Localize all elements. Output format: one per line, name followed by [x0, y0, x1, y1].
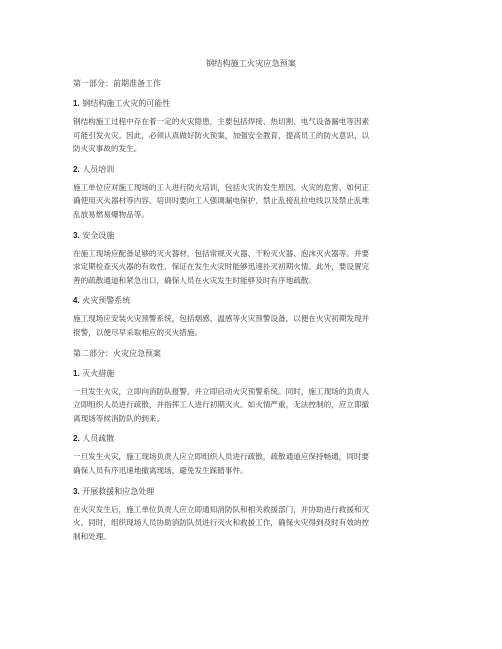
section-number: 2.	[73, 434, 80, 444]
section-number: 1.	[73, 99, 80, 108]
paragraph-line: 立即组织人员进行疏散，并指挥工人进行初期灭火。如火情严重，无法控制的，应立即撤	[73, 400, 370, 410]
section-title: 开展救援和应急处理	[82, 486, 155, 496]
paragraph-line: 施工单位应对施工现场的工人进行防火培训，包括火灾的发生原因、火灾的危害、如何正	[73, 182, 370, 192]
paragraph-line: 一旦发生火灾，立即向消防队报警，并立即启动火灾预警系统。同时，施工现场的负责人	[73, 386, 370, 396]
section-heading	[73, 164, 430, 175]
paragraph-line: 离现场等候消防队的到来。	[73, 413, 165, 423]
part-1-heading: 第一部分：前期准备工作	[73, 79, 161, 88]
paragraph-line: 在施工现场应配备足够的灭火器材，包括常规灭火器、干粉灭火器、泡沫灭火器等。并要	[73, 248, 370, 258]
paragraph-line: 善的疏散通道和紧急出口，确保人员在火灾发生时能够及时有序地疏散。	[73, 275, 316, 285]
part-1-section-4	[73, 295, 430, 339]
section-heading	[73, 295, 430, 306]
section-heading	[73, 486, 430, 497]
section-paragraph	[73, 247, 430, 288]
document-body	[73, 78, 430, 551]
section-heading	[73, 433, 430, 444]
part-1-section-1	[73, 98, 430, 156]
section-paragraph	[73, 181, 430, 222]
part-2-section-2	[73, 433, 430, 477]
section-number: 3.	[73, 486, 80, 496]
paragraph-line: 求定期检查灭火器的有效性，保证在发生火灾时能够迅速扑灭初期火情。此外，要设置完	[73, 262, 370, 272]
section-title: 人员培训	[82, 164, 115, 174]
paragraph-line: 确使用灭火器材等内容。培训时要向工人强调漏电保护、禁止乱接乱拉电线以及禁止乱堆	[73, 196, 370, 206]
paragraph-line: 报警，以便尽早采取相应的灭火措施。	[73, 327, 203, 337]
part-1	[73, 78, 430, 340]
section-title: 钢结构施工火灾的可能性	[82, 99, 171, 108]
paragraph-line: 一旦发生火灾，施工现场负责人应立即组织人员进行疏散，疏散通道应保持畅通，同时要	[73, 452, 370, 462]
paragraph-line: 可能引发火灾。因此，必须认真做好防火预案，加强安全教育，提高员工的防火意识，以	[73, 130, 370, 140]
part-2	[73, 348, 430, 544]
section-paragraph	[73, 503, 430, 544]
paragraph-line: 防火灾事故的发生。	[73, 144, 142, 154]
section-title: 灭火措施	[82, 368, 115, 378]
part-2-heading: 第二部分：火灾应急预案	[73, 348, 161, 358]
paragraph-line: 施工现场应安装火灾预警系统，包括烟感、温感等火灾预警设备，以便在火灾初期发现并	[73, 314, 370, 324]
paragraph-line: 钢结构施工过程中存在着一定的火灾隐患，主要包括焊接、热切割、电气设备漏电等因素	[73, 117, 370, 126]
paragraph-line: 火。同时，组织现场人员协助消防队员进行灭火和救援工作，确保火灾得到及时有效的控	[73, 518, 370, 528]
section-title: 火灾预警系统	[82, 296, 131, 306]
section-paragraph	[73, 312, 430, 339]
section-title: 人员疏散	[82, 434, 115, 444]
part-1-section-2	[73, 164, 430, 222]
section-number: 3.	[73, 230, 80, 240]
paragraph-line: 在火灾发生后，施工单位负责人应立即通知消防队和相关救援部门，并协助进行救援和灭	[73, 504, 370, 514]
paragraph-line: 确保人员有序迅速地撤离现场，避免发生踩踏事件。	[73, 465, 248, 475]
section-number: 4.	[73, 296, 80, 306]
paragraph-line: 制和处理。	[73, 531, 111, 541]
section-number: 1.	[73, 368, 80, 378]
part-2-section-3	[73, 486, 430, 544]
part-2-section-1	[73, 368, 430, 426]
part-1-section-3	[73, 230, 430, 288]
paragraph-line: 乱放易燃易爆物品等。	[73, 209, 149, 219]
document-title: 钢结构施工火灾应急预案	[205, 58, 297, 68]
section-number: 2.	[73, 164, 80, 174]
section-paragraph	[73, 450, 430, 477]
section-paragraph	[73, 115, 430, 156]
section-title: 安全设施	[82, 230, 115, 240]
section-heading	[73, 98, 430, 109]
section-paragraph	[73, 385, 430, 426]
section-heading	[73, 230, 430, 241]
section-heading	[73, 368, 430, 379]
